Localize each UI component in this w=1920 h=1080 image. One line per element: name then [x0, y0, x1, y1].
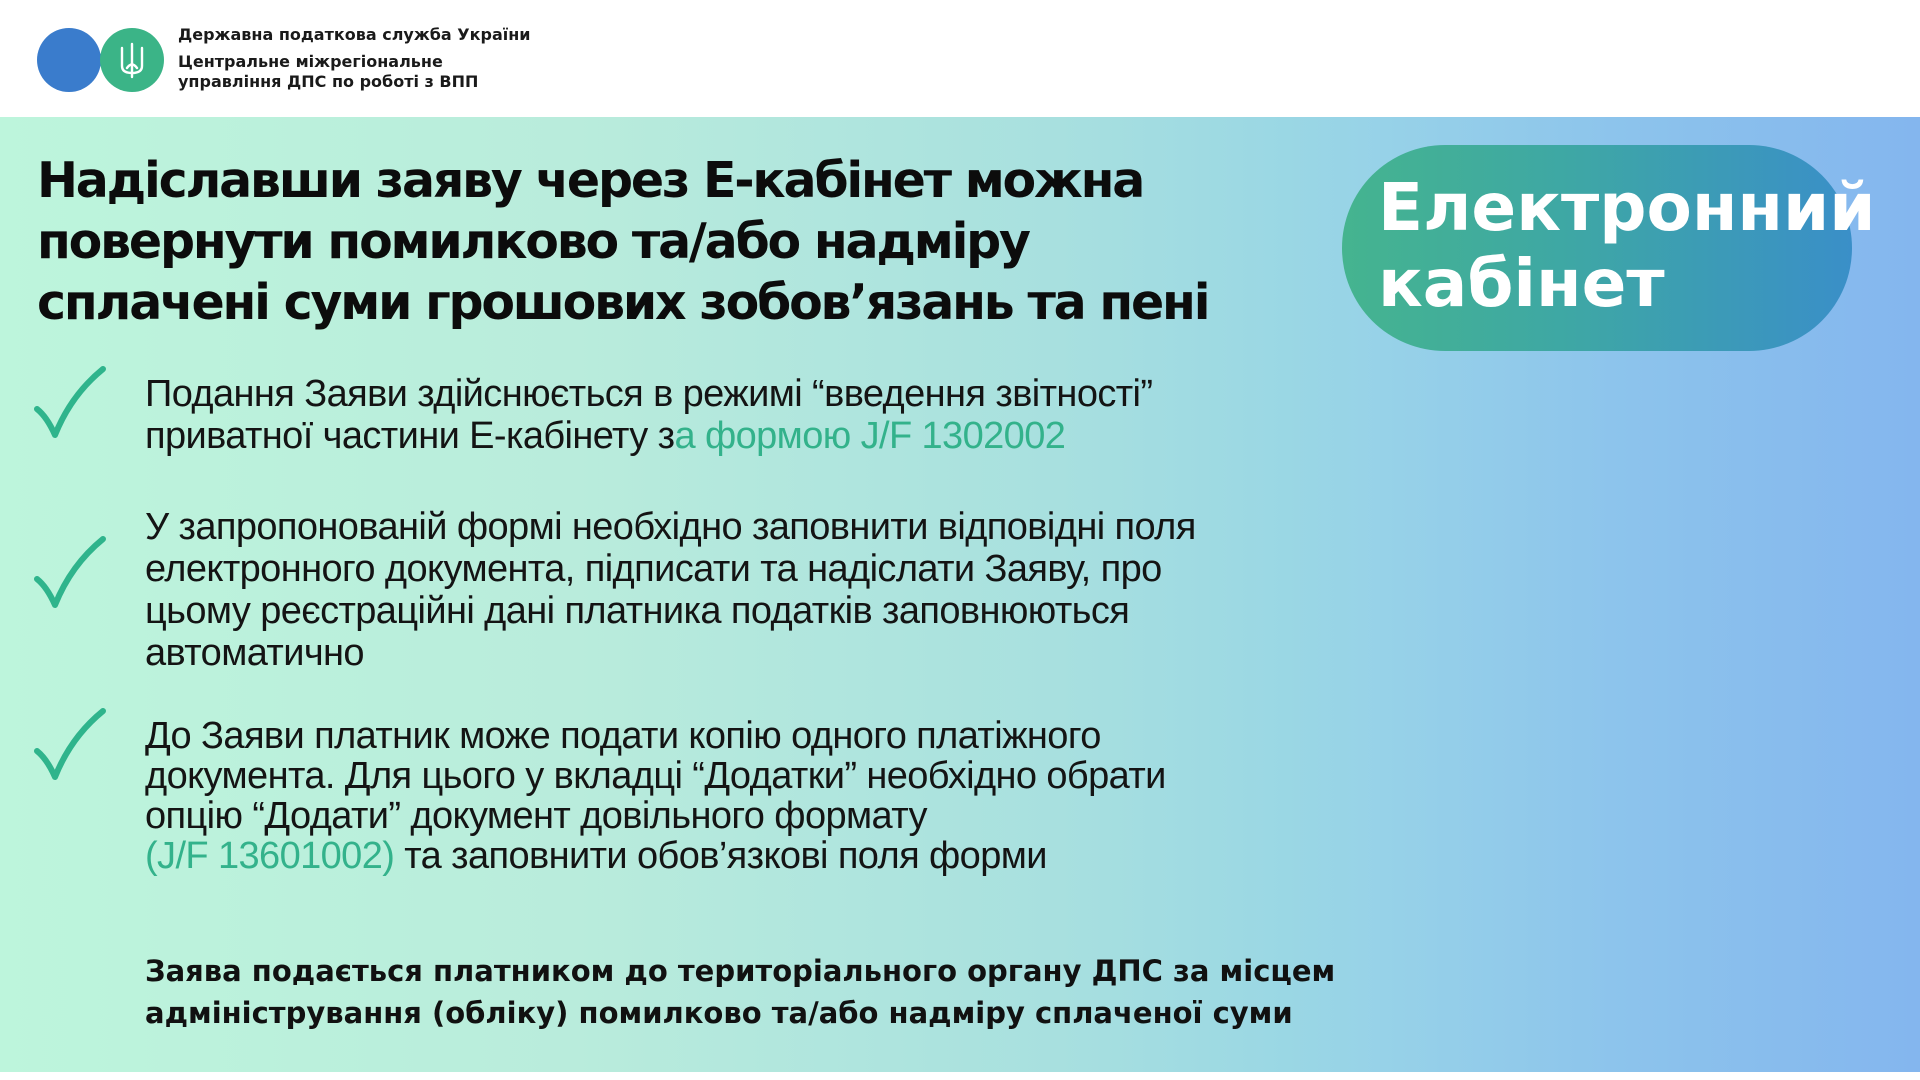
list-item-2	[145, 506, 1196, 674]
badge-line1: Електронний	[1378, 169, 1876, 246]
list-item-3-line2: документа. Для цього у вкладці “Додатки” необхідно обрати	[145, 755, 1166, 797]
list-item-3-line1: До Заяви платник може подати копію одного платіжного	[145, 715, 1101, 757]
form-code-jf13601002: (J/F 13601002)	[145, 835, 395, 877]
list-item-1-line1: Подання Заяви здійснюється в режимі “введення звітності”	[145, 373, 1153, 415]
list-item-3-line3: опцію “Додати” документ довільного формату	[145, 795, 927, 837]
trident-icon	[100, 28, 164, 92]
checkmark-icon	[33, 707, 107, 791]
org-name-line3: управління ДПС по роботі з ВПП	[178, 72, 479, 91]
list-item-3	[145, 716, 1166, 876]
list-item-2-line2: електронного документа, підписати та надіслати Заяву, про	[145, 548, 1162, 590]
footer-note-line1: Заява подається платником до територіального органу ДПС за місцем	[145, 954, 1336, 988]
footer-note	[145, 950, 1335, 1034]
list-item-2-line4: автоматично	[145, 632, 364, 674]
title-line1: Надіславши заяву через Е-кабінет можна	[37, 152, 1144, 209]
list-item-1-line2: приватної частини Е-кабінету з	[145, 415, 675, 457]
dps-blue-circle-logo	[37, 28, 101, 92]
footer-note-line2: адміністрування (обліку) помилково та/або надміру сплаченої суми	[145, 996, 1293, 1030]
list-item-2-line1: У запропонованій формі необхідно заповнити відповідні поля	[145, 506, 1196, 548]
badge-line2: кабінет	[1378, 245, 1665, 322]
page-header	[0, 0, 1920, 117]
slide-title	[37, 150, 1267, 333]
title-line2: повернути помилково та/або надміру	[37, 213, 1029, 270]
e-cabinet-badge-label	[1378, 169, 1876, 322]
bottom-strip	[0, 1072, 1920, 1080]
list-item-3-line4: та заповнити обов’язкові поля форми	[394, 835, 1047, 877]
dps-trident-logo	[100, 28, 164, 92]
checkmark-icon	[33, 535, 107, 619]
checkmark-icon	[33, 365, 107, 449]
org-name-line1: Державна податкова служба України	[178, 25, 531, 44]
list-item-2-line3: цьому реєстраційні дані платника податків заповнюються	[145, 590, 1130, 632]
list-item-1	[145, 373, 1152, 457]
org-name-line2: Центральне міжрегіональне	[178, 52, 443, 71]
title-line3: сплачені суми грошових зобов’язань та пені	[37, 274, 1209, 331]
form-code-jf1302002: а формою J/F 1302002	[674, 415, 1066, 457]
